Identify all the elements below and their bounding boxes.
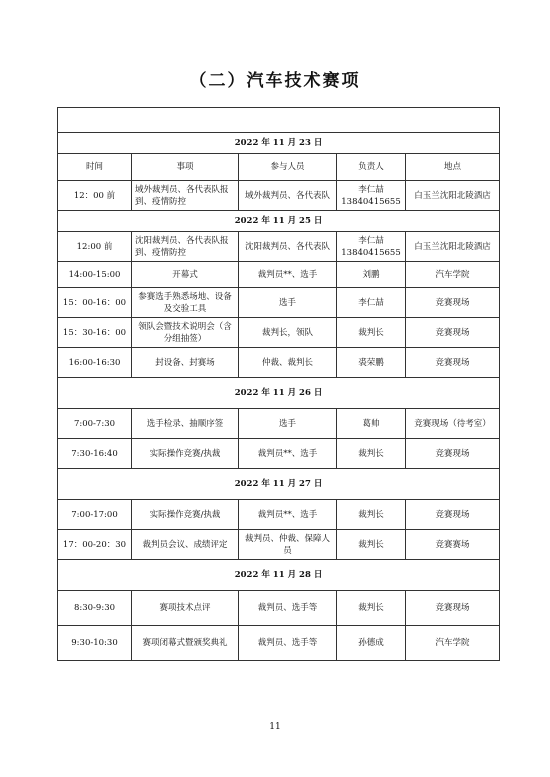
table-row bbox=[58, 348, 500, 378]
cell-participants: 裁判员、仲裁、保障人员 bbox=[239, 530, 337, 560]
cell-participants: 域外裁判员、各代表队 bbox=[239, 181, 337, 211]
cell-owner: 李仁喆 13840415655 bbox=[337, 232, 406, 262]
cell-item: 实际操作竞赛/执裁 bbox=[132, 500, 239, 530]
date-row bbox=[58, 133, 500, 154]
header-time: 时间 bbox=[58, 154, 132, 181]
date-label: 2022 年 11 月 26 日 bbox=[58, 378, 500, 409]
cell-participants: 仲裁、裁判长 bbox=[239, 348, 337, 378]
date-label: 2022 年 11 月 27 日 bbox=[58, 469, 500, 500]
table-row bbox=[58, 530, 500, 560]
header-location: 地点 bbox=[406, 154, 500, 181]
header-owner: 负责人 bbox=[337, 154, 406, 181]
cell-item: 域外裁判员、各代表队报到、疫情防控 bbox=[132, 181, 239, 211]
cell-location: 竞赛现场 bbox=[406, 318, 500, 348]
cell-location: 竞赛现场 bbox=[406, 500, 500, 530]
cell-item: 赛项闭幕式暨颁奖典礼 bbox=[132, 626, 239, 661]
cell-location: 白玉兰沈阳北陵酒店 bbox=[406, 181, 500, 211]
table-top-spacer bbox=[58, 108, 500, 133]
header-participants: 参与人员 bbox=[239, 154, 337, 181]
table-header-row bbox=[58, 154, 500, 181]
cell-location: 汽车学院 bbox=[406, 262, 500, 288]
table-row bbox=[58, 500, 500, 530]
cell-item: 参赛选手熟悉场地、设备及交验工具 bbox=[132, 288, 239, 318]
cell-time: 17：00-20：30 bbox=[58, 530, 132, 560]
cell-item: 开幕式 bbox=[132, 262, 239, 288]
cell-owner: 李仁喆 13840415655 bbox=[337, 181, 406, 211]
date-row bbox=[58, 378, 500, 409]
cell-owner: 裁判长 bbox=[337, 318, 406, 348]
cell-location: 竞赛赛场 bbox=[406, 530, 500, 560]
cell-participants: 裁判员、选手等 bbox=[239, 626, 337, 661]
page-number: 11 bbox=[269, 722, 281, 732]
table-row bbox=[58, 626, 500, 661]
cell-participants: 选手 bbox=[239, 409, 337, 439]
cell-location: 竞赛现场（待考室） bbox=[406, 409, 500, 439]
cell-owner: 孙德成 bbox=[337, 626, 406, 661]
date-label: 2022 年 11 月 23 日 bbox=[58, 133, 500, 154]
cell-time: 15：30-16：00 bbox=[58, 318, 132, 348]
header-item: 事项 bbox=[132, 154, 239, 181]
cell-item: 封设备、封赛场 bbox=[132, 348, 239, 378]
cell-participants: 裁判长，领队 bbox=[239, 318, 337, 348]
cell-time: 7:30-16:40 bbox=[58, 439, 132, 469]
cell-time: 8:30-9:30 bbox=[58, 591, 132, 626]
cell-item: 裁判员会议、成绩评定 bbox=[132, 530, 239, 560]
cell-owner: 李仁喆 bbox=[337, 288, 406, 318]
table-row bbox=[58, 288, 500, 318]
cell-location: 白玉兰沈阳北陵酒店 bbox=[406, 232, 500, 262]
cell-item: 选手检录、抽顺序签 bbox=[132, 409, 239, 439]
table-row bbox=[58, 318, 500, 348]
cell-participants: 沈阳裁判员、各代表队 bbox=[239, 232, 337, 262]
cell-location: 竞赛现场 bbox=[406, 591, 500, 626]
cell-time: 12:00 前 bbox=[58, 232, 132, 262]
cell-time: 7:00-17:00 bbox=[58, 500, 132, 530]
schedule-table bbox=[57, 107, 500, 661]
cell-owner: 裁判长 bbox=[337, 439, 406, 469]
cell-owner: 裘荣鹏 bbox=[337, 348, 406, 378]
cell-owner: 葛帅 bbox=[337, 409, 406, 439]
page-title: （二）汽车技术赛项 bbox=[189, 71, 361, 91]
table-row bbox=[58, 262, 500, 288]
table-row bbox=[58, 409, 500, 439]
cell-time: 16:00-16:30 bbox=[58, 348, 132, 378]
cell-owner: 裁判长 bbox=[337, 591, 406, 626]
table-row bbox=[58, 591, 500, 626]
cell-participants: 裁判员**、选手 bbox=[239, 262, 337, 288]
cell-owner: 裁判长 bbox=[337, 530, 406, 560]
cell-participants: 选手 bbox=[239, 288, 337, 318]
date-label: 2022 年 11 月 25 日 bbox=[58, 211, 500, 232]
table-row bbox=[58, 181, 500, 211]
table-row bbox=[58, 439, 500, 469]
cell-owner: 刘鹏 bbox=[337, 262, 406, 288]
cell-location: 竞赛现场 bbox=[406, 288, 500, 318]
cell-time: 12：00 前 bbox=[58, 181, 132, 211]
date-row bbox=[58, 211, 500, 232]
cell-location: 竞赛现场 bbox=[406, 439, 500, 469]
cell-location: 汽车学院 bbox=[406, 626, 500, 661]
cell-location: 竞赛现场 bbox=[406, 348, 500, 378]
cell-item: 沈阳裁判员、各代表队报到、疫情防控 bbox=[132, 232, 239, 262]
cell-item: 领队会暨技术说明会（含分组抽签） bbox=[132, 318, 239, 348]
cell-time: 7:00-7:30 bbox=[58, 409, 132, 439]
cell-time: 15：00-16：00 bbox=[58, 288, 132, 318]
cell-participants: 裁判员、选手等 bbox=[239, 591, 337, 626]
cell-owner: 裁判长 bbox=[337, 500, 406, 530]
date-label: 2022 年 11 月 28 日 bbox=[58, 560, 500, 591]
table-row bbox=[58, 232, 500, 262]
date-row bbox=[58, 560, 500, 591]
cell-item: 赛项技术点评 bbox=[132, 591, 239, 626]
cell-item: 实际操作竞赛/执裁 bbox=[132, 439, 239, 469]
cell-time: 9:30-10:30 bbox=[58, 626, 132, 661]
cell-participants: 裁判员**、选手 bbox=[239, 439, 337, 469]
date-row bbox=[58, 469, 500, 500]
cell-participants: 裁判员**、选手 bbox=[239, 500, 337, 530]
cell-time: 14:00-15:00 bbox=[58, 262, 132, 288]
